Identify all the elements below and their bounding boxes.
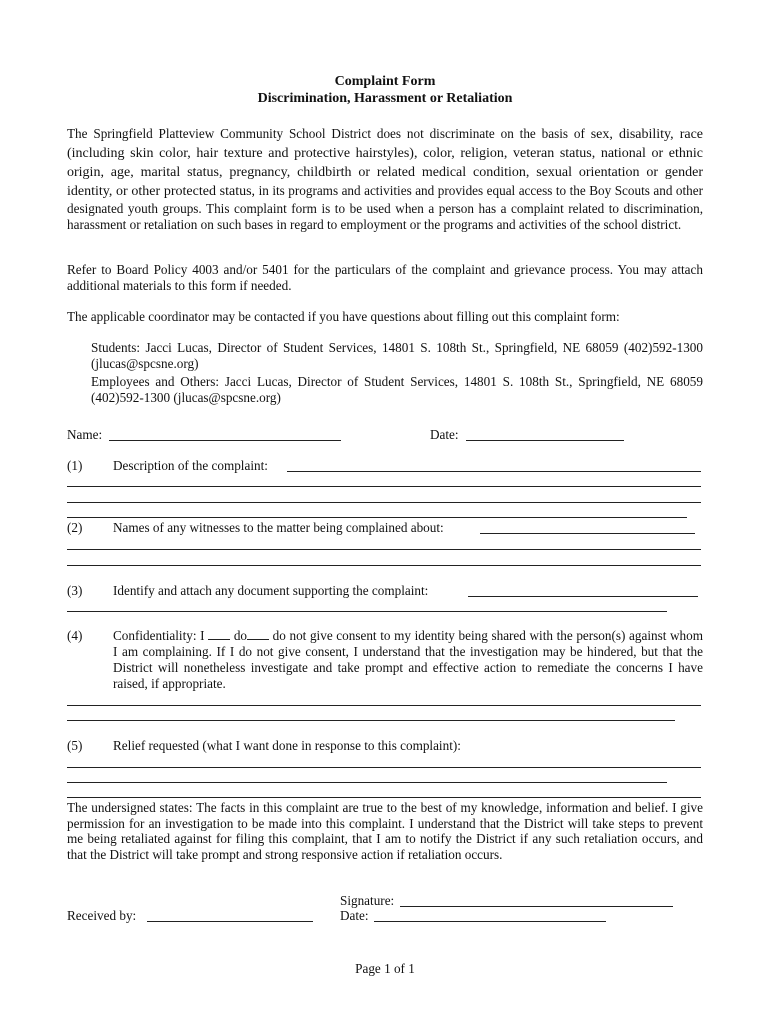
date-label: Date: (430, 427, 459, 442)
q1-answer-line-3[interactable] (67, 502, 701, 503)
q2-number: (2) (67, 520, 83, 535)
employees-contact: Employees and Others: Jacci Lucas, Director of Student Services, 14801 S. 108th St., Springfield, NE 68059 (402)592-1300 (jlucas@spcsne.org) (91, 374, 703, 405)
q3-number: (3) (67, 583, 83, 598)
intro-paragraph (67, 125, 703, 232)
q1-answer-line-4[interactable] (67, 517, 687, 518)
q2-answer-line-2[interactable] (67, 549, 701, 550)
students-contact: Students: Jacci Lucas, Director of Student Services, 14801 S. 108th St., Springfield, NE 68059 (402)592-1300 (jlucas@spcsne.org) (91, 340, 703, 371)
intro-tail: in its programs and activities and provides equal access to the Boy Scouts and other designated youth groups. This complaint form is to be used when a person has a complaint related to discrimination, harassment or retaliation on such bases in regard to employment or the programs and activities of the school district. (67, 183, 704, 232)
q4-rest: do not give consent to my identity being shared with the person(s) against whom I am complaining. If I do not give consent, I understand that the investigation may be hindered, but that the District will nonetheless investigate and take prompt and effective action to remediate the concerns I have raised, if appropriate. (113, 628, 704, 691)
policy-paragraph: Refer to Board Policy 4003 and/or 5401 for the particulars of the complaint and grievance process. You may attach additional materials to this form if needed. (67, 262, 703, 293)
q4-do-word: do (233, 628, 248, 643)
q3-label: Identify and attach any document supporting the complaint: (113, 583, 429, 598)
q4-confidentiality-text (113, 628, 703, 692)
q1-label: Description of the complaint: (113, 458, 268, 473)
q1-number: (1) (67, 458, 83, 473)
q2-answer-line-3[interactable] (67, 565, 701, 566)
signature-label: Signature: (340, 893, 395, 908)
name-label: Name: (67, 427, 103, 442)
received-by-field[interactable] (147, 921, 313, 922)
name-field[interactable] (109, 440, 341, 441)
signature-date-field[interactable] (374, 921, 606, 922)
signature-field[interactable] (400, 906, 673, 907)
page-number: Page 1 of 1 (355, 961, 415, 976)
q4-number: (4) (67, 628, 83, 643)
q4-do-not-blank[interactable] (247, 629, 269, 640)
received-by-label: Received by: (67, 908, 137, 923)
q2-label: Names of any witnesses to the matter being complained about: (113, 520, 444, 535)
q3-answer-line-1[interactable] (468, 596, 698, 597)
q5-number: (5) (67, 738, 83, 753)
q4-lead: Confidentiality: I (113, 628, 205, 643)
date-field[interactable] (466, 440, 624, 441)
q3-answer-line-2[interactable] (67, 611, 667, 612)
q2-answer-line-1[interactable] (480, 533, 695, 534)
q1-answer-line-1[interactable] (287, 471, 701, 472)
q1-answer-line-2[interactable] (67, 486, 701, 487)
statement-divider (67, 797, 701, 798)
intro-protected-classes: sex, disability, race (including skin color, hair texture and protective hairstyles), color, religion, veteran status, national or ethnic origin, age, marital status, pregnancy, childbirth or related medical condition, sexual orientation or gender identity, or other protected status, (67, 127, 704, 199)
form-subtitle: Discrimination, Harassment or Retaliation (257, 91, 513, 106)
undersigned-statement: The undersigned states: The facts in this complaint are true to the best of my knowledge, information and belief. I give permission for an investigation to be made into this complaint. I understand that the District will take steps to prevent me being retaliated against for filing this complaint, that I am to notify the District if any such retaliation occurs, and that the District will take prompt and strong responsive action if retaliation occurs. (67, 800, 703, 862)
q4-answer-line-2[interactable] (67, 720, 675, 721)
q5-label: Relief requested (what I want done in response to this complaint): (113, 738, 461, 753)
intro-lead: The Springfield Platteview Community School District does not discriminate on the basis of (67, 126, 585, 141)
form-title: Complaint Form (334, 74, 436, 89)
coordinator-intro: The applicable coordinator may be contacted if you have questions about filling out this complaint form: (67, 309, 620, 324)
q5-answer-line-1[interactable] (67, 767, 701, 768)
q4-answer-line-1[interactable] (67, 705, 701, 706)
q4-do-blank[interactable] (208, 629, 230, 640)
q5-answer-line-2[interactable] (67, 782, 667, 783)
signature-date-label: Date: (340, 908, 369, 923)
